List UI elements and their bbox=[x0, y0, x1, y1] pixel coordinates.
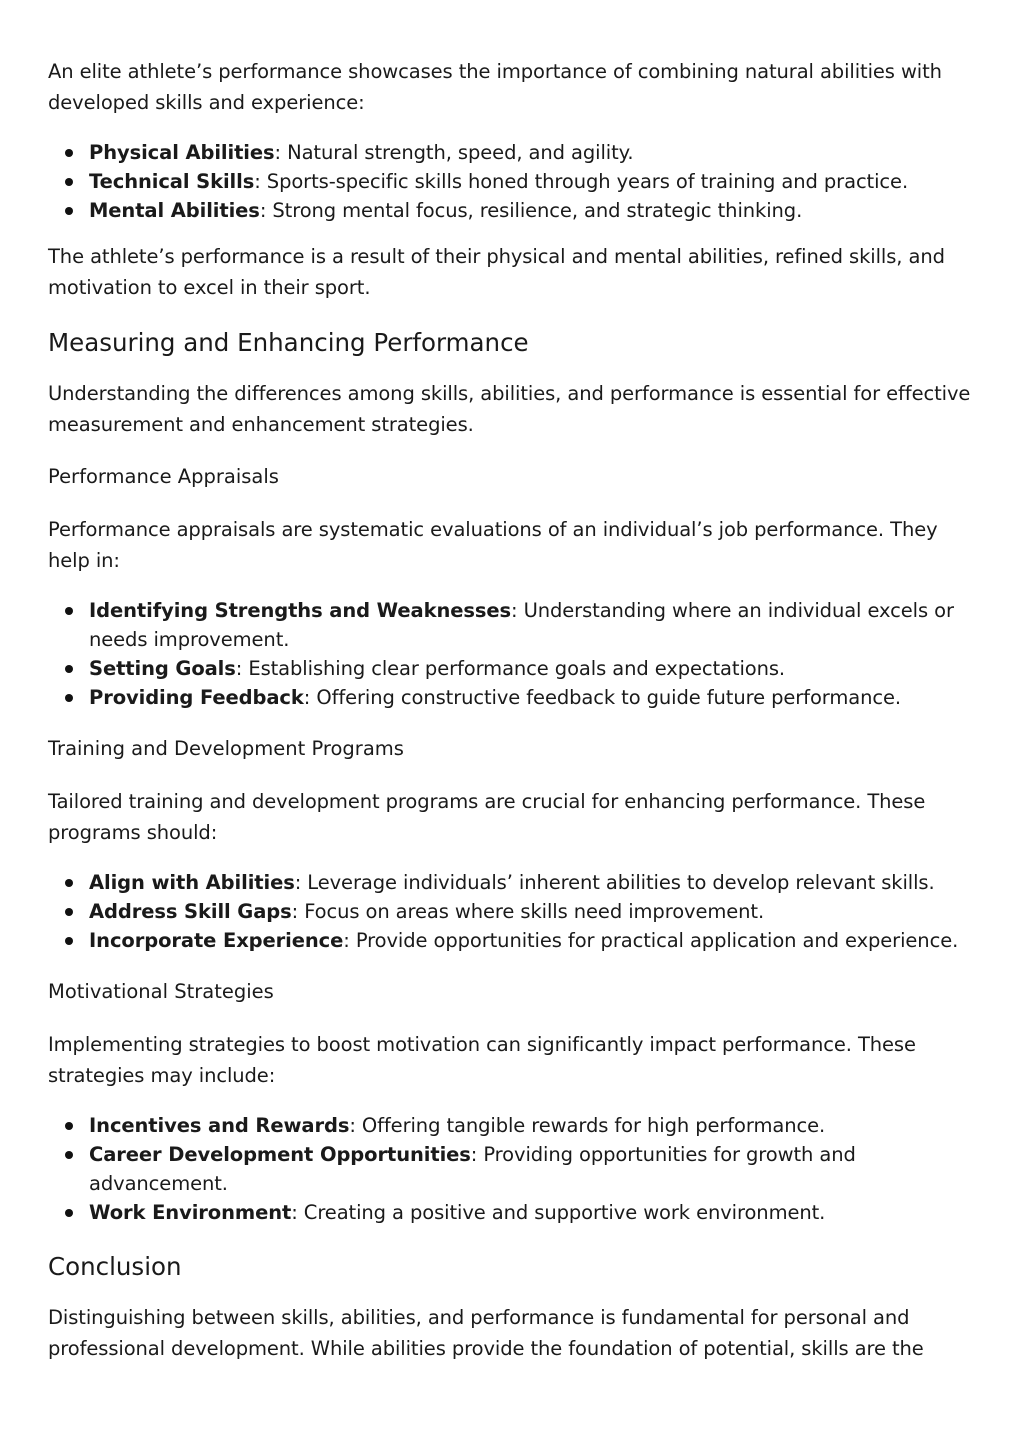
list-item bbox=[48, 1140, 976, 1198]
list-item-desc: : Creating a positive and supportive work environment. bbox=[291, 1201, 826, 1224]
measuring-paragraph: Understanding the differences among skills, abilities, and performance is essential for effective measurement and enhancement strategies. bbox=[48, 382, 971, 436]
list-item-term: Providing Feedback bbox=[89, 686, 304, 709]
motivation-list bbox=[48, 1111, 976, 1227]
bullet-icon bbox=[65, 937, 73, 945]
list-item-desc: : Leverage individuals’ inherent abilities to develop relevant skills. bbox=[294, 871, 935, 894]
list-item bbox=[48, 868, 976, 897]
conclusion-paragraph: Distinguishing between skills, abilities, and performance is fundamental for personal and professional development. While abilities provide the foundation of potential, skills are the bbox=[48, 1306, 924, 1360]
bullet-icon bbox=[65, 178, 73, 186]
list-item-term: Incentives and Rewards bbox=[89, 1114, 350, 1137]
bullet-icon bbox=[65, 607, 73, 615]
bullet-icon bbox=[65, 1209, 73, 1217]
training-paragraph: Tailored training and development programs are crucial for enhancing performance. These programs should: bbox=[48, 790, 926, 844]
list-item-desc: : Providing opportunities for growth and advancement. bbox=[89, 1143, 856, 1195]
bullet-icon bbox=[65, 665, 73, 673]
list-item bbox=[48, 654, 976, 683]
list-item-term: Work Environment bbox=[89, 1201, 292, 1224]
list-item bbox=[48, 1198, 976, 1227]
list-item bbox=[48, 196, 976, 225]
list-item-term: Incorporate Experience bbox=[89, 929, 344, 952]
list-item bbox=[48, 926, 976, 955]
list-item-desc: : Offering constructive feedback to guide future performance. bbox=[303, 686, 901, 709]
motivation-heading: Motivational Strategies bbox=[48, 980, 274, 1003]
list-item-desc: : Establishing clear performance goals and expectations. bbox=[235, 657, 786, 680]
list-item-term: Identifying Strengths and Weaknesses bbox=[89, 599, 511, 622]
list-item-desc: : Sports-specific skills honed through years of training and practice. bbox=[254, 170, 909, 193]
appraisals-list bbox=[48, 596, 976, 712]
list-item bbox=[48, 683, 976, 712]
list-item bbox=[48, 596, 976, 654]
list-item-term: Physical Abilities bbox=[89, 141, 275, 164]
list-item-term: Career Development Opportunities bbox=[89, 1143, 471, 1166]
intro-paragraph: An elite athlete’s performance showcases the importance of combining natural abilities with developed skills and experience: bbox=[48, 60, 942, 114]
bullet-icon bbox=[65, 1122, 73, 1130]
bullet-icon bbox=[65, 1151, 73, 1159]
list-item-desc: : Offering tangible rewards for high performance. bbox=[349, 1114, 826, 1137]
conclusion-heading: Conclusion bbox=[48, 1252, 182, 1281]
appraisals-paragraph: Performance appraisals are systematic evaluations of an individual’s job performance. They help in: bbox=[48, 518, 938, 572]
list-item-desc: : Provide opportunities for practical application and experience. bbox=[343, 929, 959, 952]
athlete-abilities-list bbox=[48, 138, 976, 225]
list-item-desc: : Understanding where an individual excels or needs improvement. bbox=[89, 599, 954, 651]
list-item-desc: : Natural strength, speed, and agility. bbox=[274, 141, 634, 164]
list-item-term: Mental Abilities bbox=[89, 199, 260, 222]
bullet-icon bbox=[65, 879, 73, 887]
list-item bbox=[48, 167, 976, 196]
bullet-icon bbox=[65, 694, 73, 702]
training-list bbox=[48, 868, 976, 955]
intro-closing-paragraph: The athlete’s performance is a result of their physical and mental abilities, refined skills, and motivation to excel in their sport. bbox=[48, 245, 945, 299]
list-item-term: Technical Skills bbox=[89, 170, 255, 193]
list-item-term: Address Skill Gaps bbox=[89, 900, 292, 923]
list-item-desc: : Focus on areas where skills need improvement. bbox=[291, 900, 765, 923]
measuring-heading: Measuring and Enhancing Performance bbox=[48, 328, 529, 357]
bullet-icon bbox=[65, 908, 73, 916]
list-item-term: Setting Goals bbox=[89, 657, 236, 680]
list-item bbox=[48, 897, 976, 926]
bullet-icon bbox=[65, 207, 73, 215]
training-heading: Training and Development Programs bbox=[48, 737, 404, 760]
motivation-paragraph: Implementing strategies to boost motivation can significantly impact performance. These strategies may include: bbox=[48, 1033, 916, 1087]
list-item bbox=[48, 138, 976, 167]
list-item bbox=[48, 1111, 976, 1140]
appraisals-heading: Performance Appraisals bbox=[48, 465, 279, 488]
list-item-term: Align with Abilities bbox=[89, 871, 295, 894]
list-item-desc: : Strong mental focus, resilience, and strategic thinking. bbox=[259, 199, 803, 222]
bullet-icon bbox=[65, 149, 73, 157]
